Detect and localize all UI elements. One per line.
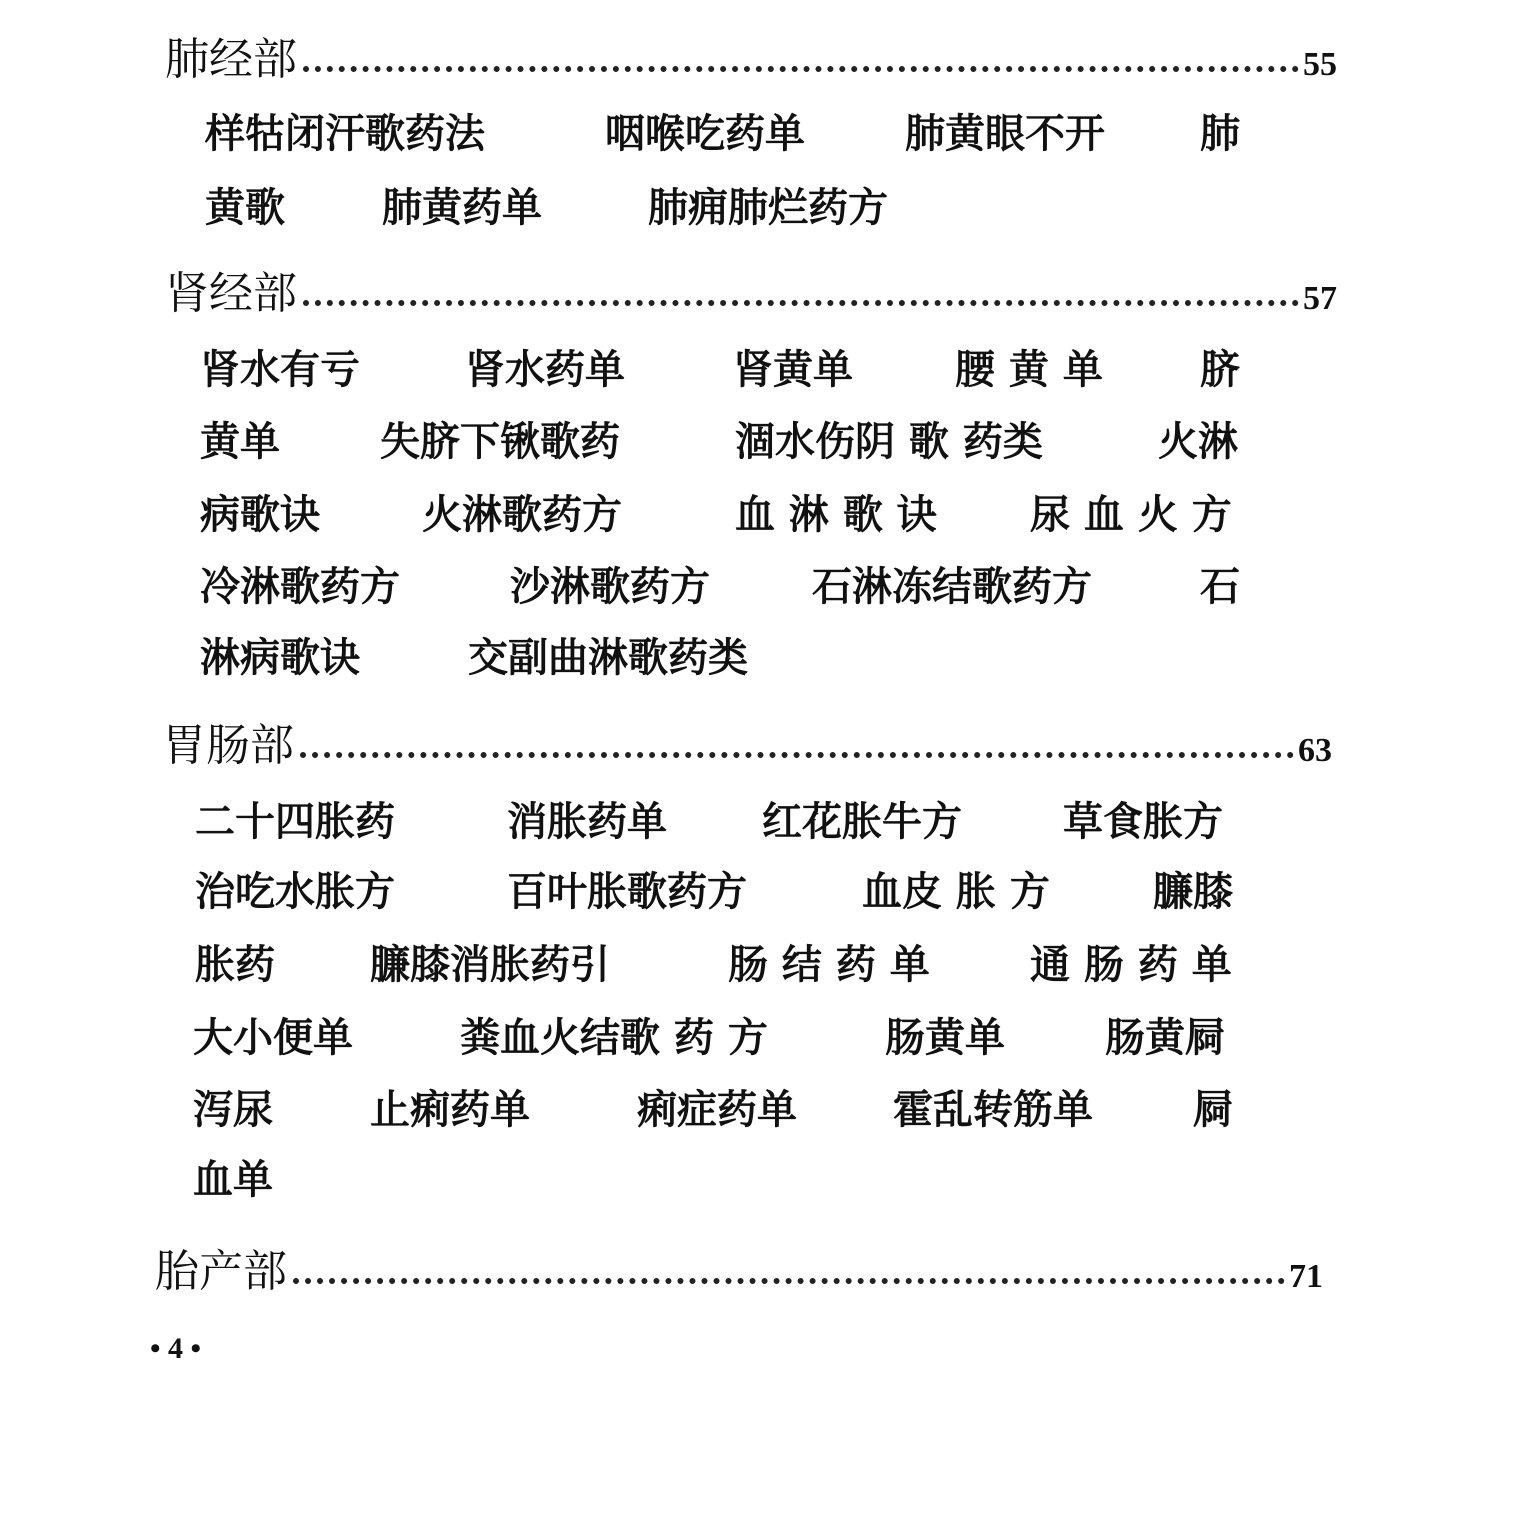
entry-item: 肾水有亏 [200, 346, 360, 393]
entry-item: 治吃水胀方 [195, 868, 395, 915]
section-title: 胎产部 [155, 1246, 287, 1297]
entry-item: 胀药 [195, 941, 275, 988]
section-title: 肾经部 [165, 268, 297, 319]
entry-item: 沙淋歌药方 [510, 563, 710, 610]
entry-item: 黄单 [200, 418, 280, 465]
page-number: 71 [1289, 1258, 1323, 1295]
entry-item: 红花胀牛方 [762, 798, 962, 845]
entry-item: 肾黄单 [733, 346, 853, 393]
entry-item: 痢症药单 [637, 1086, 797, 1133]
entry-item: 黄歌 [205, 184, 285, 231]
entry-item: 肺黄眼不开 [905, 110, 1105, 157]
dot-leader [303, 300, 1299, 306]
entry-item: 脐 [1200, 346, 1240, 393]
entry-item: 血 淋 歌 诀 [735, 491, 937, 538]
entry-item: 尿 血 火 方 [1030, 491, 1232, 538]
entry-item: 草食胀方 [1063, 798, 1223, 845]
entry-item: 血单 [193, 1156, 273, 1203]
entry-item: 止痢药单 [370, 1086, 530, 1133]
entry-item: 泻尿 [193, 1086, 273, 1133]
entry-item: 粪血火结歌 药 方 [460, 1014, 768, 1061]
section-heading-kidney [165, 268, 1337, 319]
entry-item: 咽喉吃药单 [605, 110, 805, 157]
section-title: 胃肠部 [162, 720, 294, 771]
entry-item: 大小便单 [193, 1014, 353, 1061]
dot-leader [303, 66, 1299, 72]
entry-item: 淋病歌诀 [200, 634, 360, 681]
entry-item: 臁膝 [1153, 868, 1233, 915]
entry-item: 肠黄单 [885, 1014, 1005, 1061]
page-footer-number: • 4 • [150, 1332, 202, 1365]
entry-item: 霍乱转筋单 [893, 1086, 1093, 1133]
entry-item: 肠黄屙 [1105, 1014, 1225, 1061]
entry-item: 交副曲淋歌药类 [468, 634, 748, 681]
entry-item: 病歌诀 [200, 491, 320, 538]
entry-item: 冷淋歌药方 [200, 563, 400, 610]
entry-item: 臁膝消胀药引 [370, 941, 610, 988]
entry-item: 肾水药单 [465, 346, 625, 393]
entry-item: 火淋 [1158, 418, 1238, 465]
dot-leader [300, 752, 1294, 758]
entry-item: 消胀药单 [507, 798, 667, 845]
page-number: 63 [1298, 732, 1332, 769]
entry-item: 百叶胀歌药方 [507, 868, 747, 915]
entry-item: 火淋歌药方 [422, 491, 622, 538]
entry-item: 失脐下锹歌药 [380, 418, 620, 465]
entry-item: 腰 黄 单 [955, 346, 1103, 393]
section-heading-lung [165, 34, 1337, 85]
page-number: 57 [1303, 280, 1337, 317]
entry-item: 样牯闭汗歌药法 [205, 110, 485, 157]
entry-item: 涸水伤阴 歌 药类 [735, 418, 1043, 465]
page-number: 55 [1303, 46, 1337, 83]
dot-leader [293, 1278, 1285, 1284]
entry-item: 通 肠 药 单 [1030, 941, 1232, 988]
entry-item: 石 [1200, 563, 1240, 610]
entry-item: 屙 [1193, 1086, 1233, 1133]
entry-item: 肺黄药单 [382, 184, 542, 231]
entry-item: 肺 [1200, 110, 1240, 157]
entry-item: 肠 结 药 单 [728, 941, 930, 988]
section-heading-stomach-intestine [162, 720, 1332, 771]
entry-item: 肺痈肺烂药方 [648, 184, 888, 231]
section-title: 肺经部 [165, 34, 297, 85]
entry-item: 石淋冻结歌药方 [812, 563, 1092, 610]
entry-item: 血皮 胀 方 [862, 868, 1050, 915]
entry-item: 二十四胀药 [195, 798, 395, 845]
section-heading-birth [155, 1246, 1323, 1297]
